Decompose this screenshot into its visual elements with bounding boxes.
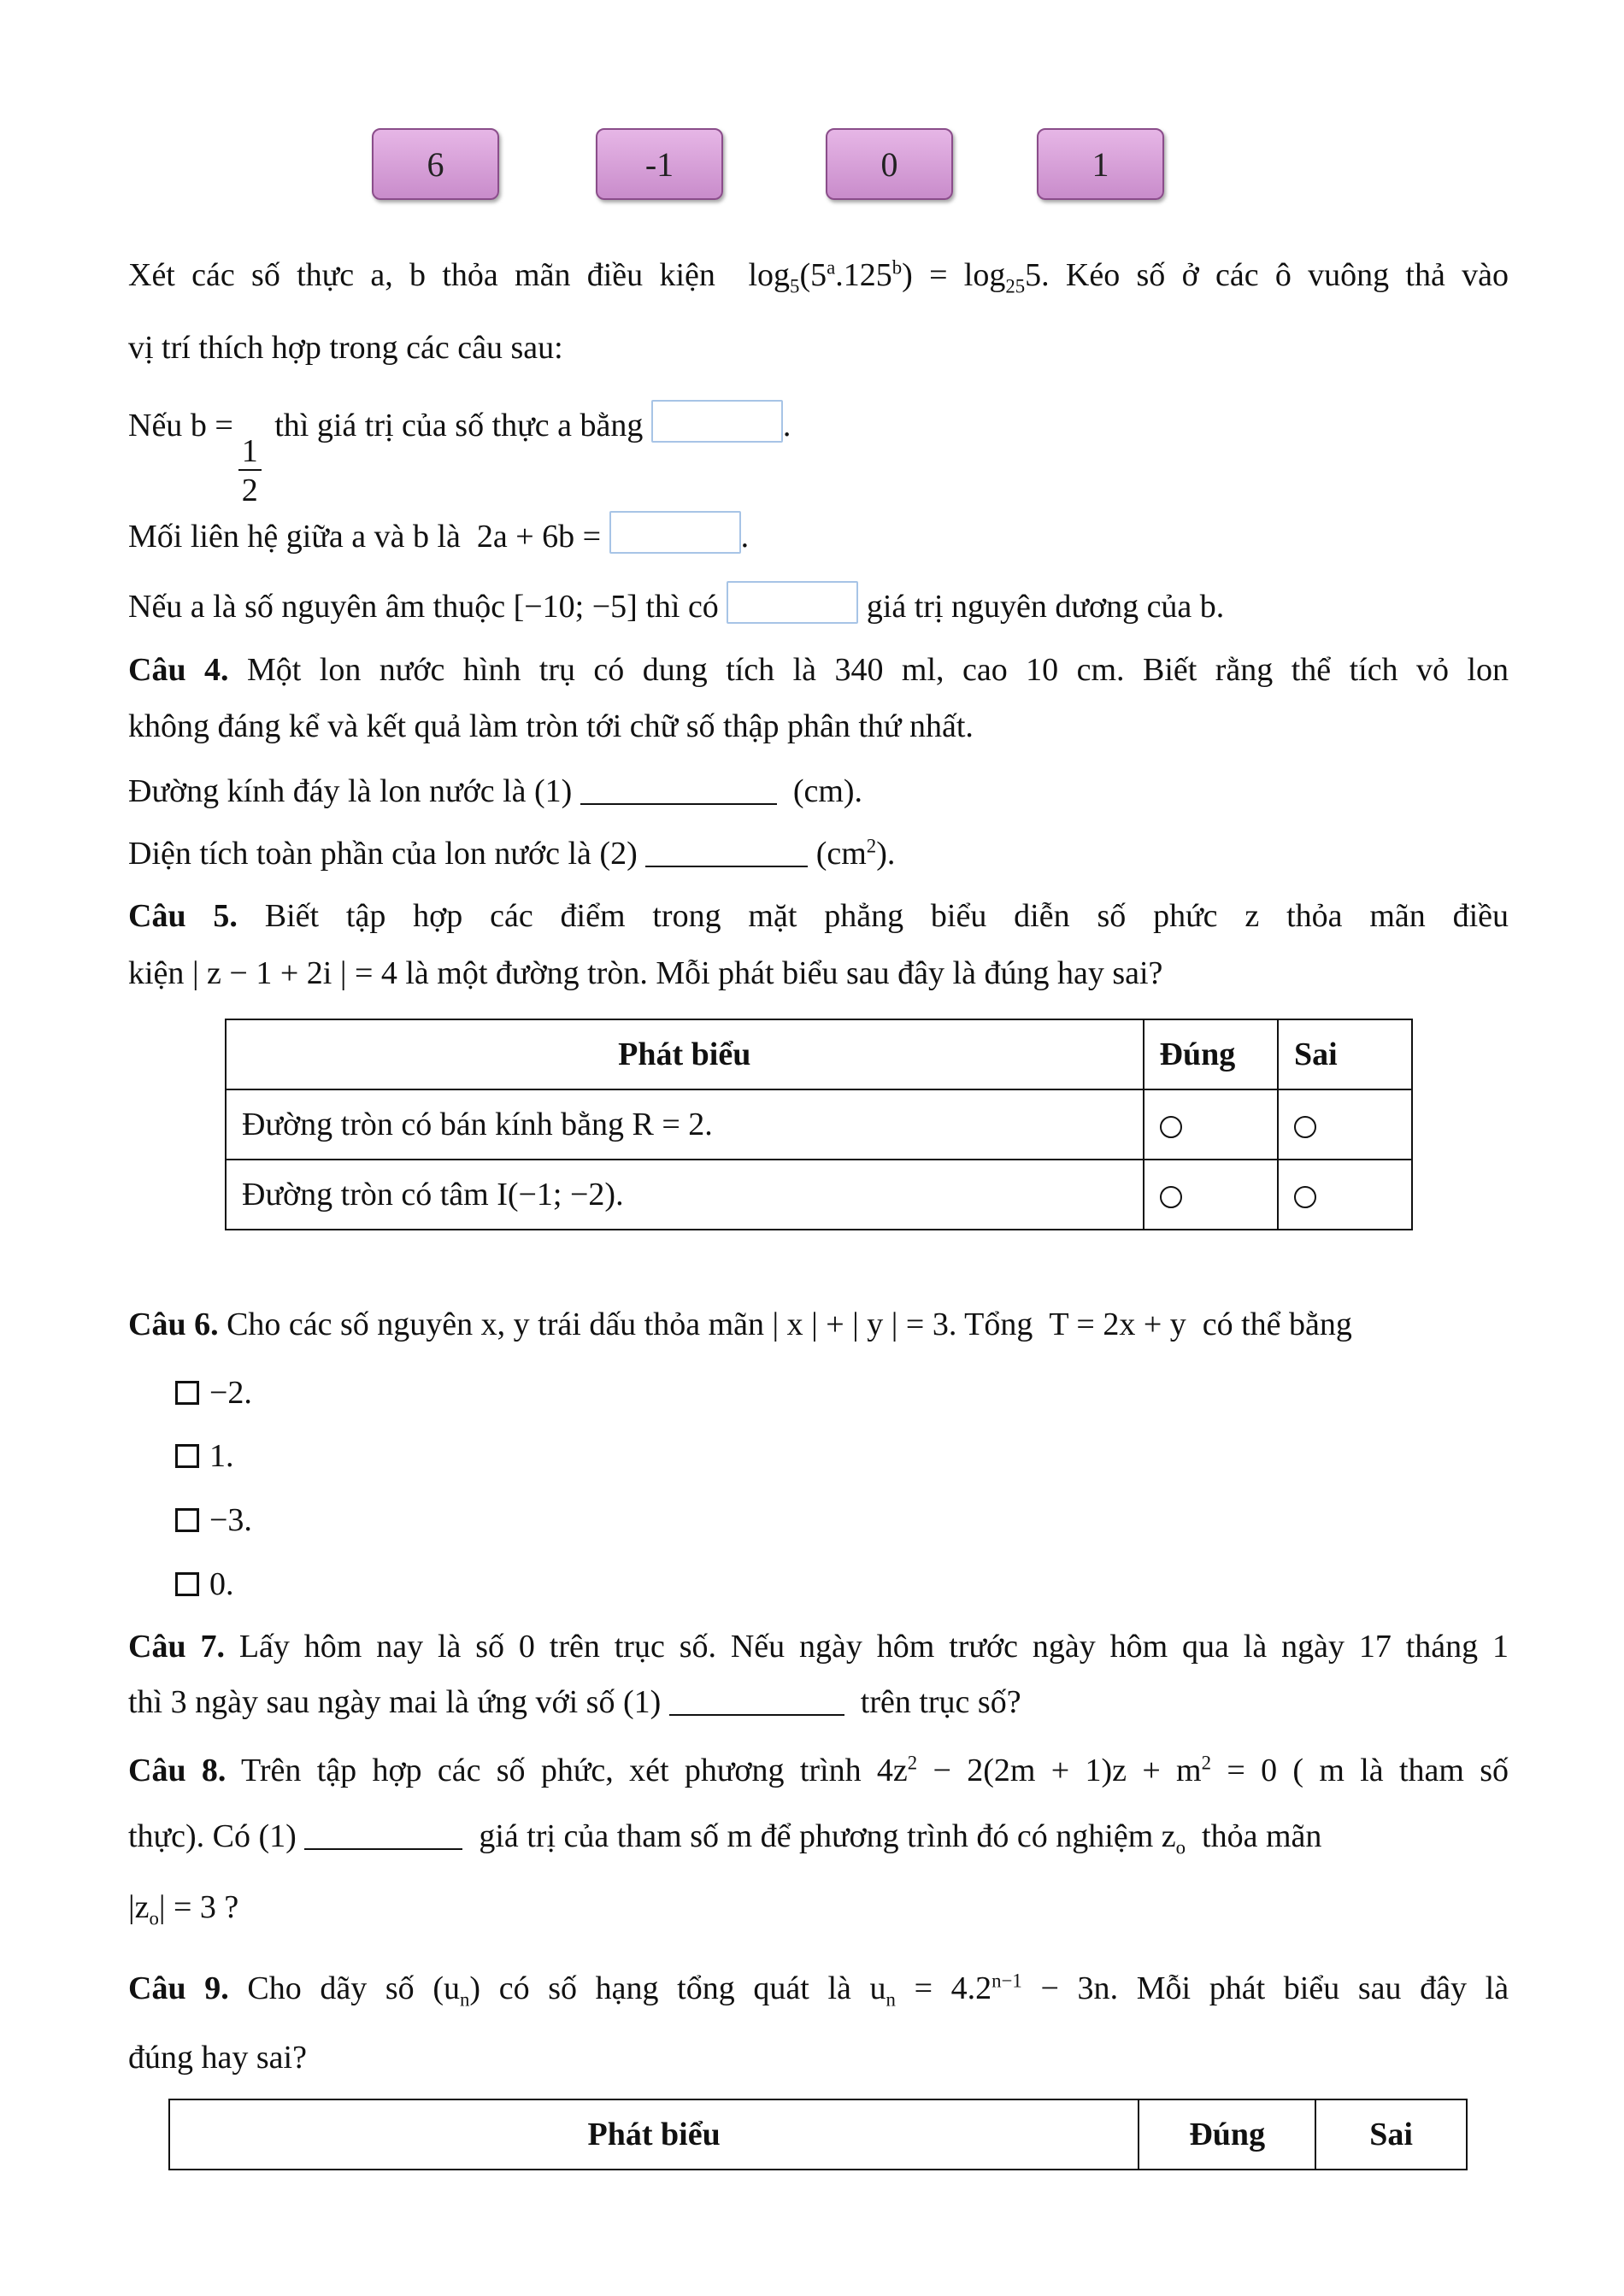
q5-label: Câu 5.	[128, 898, 238, 934]
q7-label: Câu 7.	[128, 1629, 225, 1665]
q5-row1-false-radio[interactable]	[1294, 1116, 1316, 1138]
drag-chip-2[interactable]: -1	[596, 128, 723, 200]
q5-row2-false-radio[interactable]	[1294, 1186, 1316, 1208]
q9-line-2: đúng hay sai?	[128, 2040, 307, 2076]
q4-line-2: không đáng kể và kết quả làm tròn tới chữ số thập phân thứ nhất.	[128, 708, 974, 744]
q9-line-1: Câu 9. Cho dãy số $(u_n)$ có số hạng tổng quát là $u_n = 4.2^{n-1} - 3n$. Mỗi phát biểu sau đây là	[128, 1970, 1509, 2011]
q9-table	[168, 2099, 1468, 2170]
q9-formula: $u_n = 4.2^{n-1} - 3n$	[869, 1970, 1110, 2011]
q4-line-3: Đường kính đáy là lon nước là (1) (cm).	[128, 773, 863, 809]
table-row	[226, 1160, 1412, 1230]
q5-line-2: kiện | z − 1 + 2i | = 4 là một đường tròn. Mỗi phát biểu sau đây là đúng hay sai?	[128, 955, 1163, 991]
q8-label: Câu 8.	[128, 1753, 227, 1788]
q5-row1-true-radio[interactable]	[1160, 1116, 1182, 1138]
drop-zone-1[interactable]	[651, 400, 783, 443]
drag-chip-1[interactable]: 6	[372, 128, 499, 200]
q4-line-1: Câu 4. Một lon nước hình trụ có dung tích là 340 ml, cao 10 cm. Biết rằng thể tích vỏ lon	[128, 652, 1509, 688]
q5-header-statement: Phát biểu	[226, 1019, 1144, 1089]
drag-chip-4[interactable]: 1	[1037, 128, 1164, 200]
q6-option-1: −2.	[175, 1374, 252, 1412]
q6-option-2: 1.	[175, 1437, 234, 1475]
q8-z0: $z_o$	[1161, 1818, 1186, 1859]
q8-line-2: thực). Có (1) giá trị của tham số m để phương trình đó có nghiệm $z_o$ thỏa mãn	[128, 1818, 1322, 1859]
q8-formula: $4z^2 - 2(2m + 1)z + m^2 = 0$	[876, 1752, 1278, 1788]
q9-header-statement: Phát biểu	[169, 2099, 1139, 2170]
q5-header-true: Đúng	[1144, 1019, 1279, 1089]
q4-label: Câu 4.	[128, 652, 229, 688]
q6-line-1: Câu 6. Cho các số nguyên x, y trái dấu thỏa mãn | x | + | y | = 3. Tổng T = 2x + y có thể bằng	[128, 1307, 1352, 1342]
q9-sequence: $(u_n)$	[432, 1970, 481, 2011]
drag-item-2: Mối liên hệ giữa a và b là 2a + 6b = .	[128, 511, 1509, 555]
q5-header-false: Sai	[1278, 1019, 1412, 1089]
q6-option-2-checkbox[interactable]	[175, 1444, 199, 1468]
drag-chip-3[interactable]: 0	[826, 128, 953, 200]
q8-line-1: Câu 8. Trên tập hợp các số phức, xét phương trình $4z^2 - 2(2m + 1)z + m^2 = 0$ ( m là tham số	[128, 1752, 1509, 1788]
q4-line-4: Diện tích toàn phần của lon nước là (2) $(cm^2)$.	[128, 835, 896, 872]
q5-formula: | z − 1 + 2i | = 4	[191, 955, 397, 991]
intro-line-1: Xét các số thực a, b thỏa mãn điều kiện $\log_5(5^a.125^b) = \log_{25}5$. Kéo số ở các ô vuông thả vào	[128, 256, 1509, 297]
intro-line-2: vị trí thích hợp trong các câu sau:	[128, 330, 563, 366]
q4-blank-2[interactable]	[645, 840, 808, 867]
q7-blank-1[interactable]	[669, 1688, 844, 1716]
q9-label: Câu 9.	[128, 1970, 229, 2006]
q5-row2-true-radio[interactable]	[1160, 1186, 1182, 1208]
q8-blank-1[interactable]	[304, 1823, 462, 1850]
q5-statement-2: Đường tròn có tâm I(−1; −2).	[226, 1160, 1144, 1230]
q9-header-false: Sai	[1315, 2099, 1467, 2170]
q6-label: Câu 6.	[128, 1307, 219, 1342]
q4-blank-1[interactable]	[580, 778, 777, 805]
q7-line-2: thì 3 ngày sau ngày mai là ứng với số (1) trên trục số?	[128, 1684, 1021, 1720]
drop-zone-2[interactable]	[609, 511, 741, 554]
q6-option-1-checkbox[interactable]	[175, 1381, 199, 1405]
q6-option-3-checkbox[interactable]	[175, 1508, 199, 1532]
q6-option-4-checkbox[interactable]	[175, 1572, 199, 1596]
q7-line-1: Câu 7. Lấy hôm nay là số 0 trên trục số. Nếu ngày hôm trước ngày hôm qua là ngày 17 tháng 1	[128, 1629, 1509, 1665]
q6-formula-1: | x | + | y | = 3	[772, 1307, 949, 1342]
q5-statement-1: Đường tròn có bán kính bằng R = 2.	[226, 1089, 1144, 1160]
intro-formula: $\log_5(5^a.125^b) = \log_{25}5$	[732, 256, 1042, 297]
q5-table	[225, 1019, 1413, 1230]
q8-line-3: $|z_o| = 3$ ?	[128, 1889, 239, 1929]
fraction-half: $\frac{1}{2}$	[238, 435, 262, 507]
q6-option-4: 0.	[175, 1565, 234, 1603]
drag-item-1: Nếu b = $\frac{1}{2}$ thì giá trị của số thực a bằng .	[128, 400, 1509, 507]
drag-item-3: Nếu a là số nguyên âm thuộc [−10; −5] thì có giá trị nguyên dương của b.	[128, 581, 1509, 625]
q6-option-3: −3.	[175, 1501, 252, 1539]
q9-header-true: Đúng	[1139, 2099, 1315, 2170]
q6-formula-2: T = 2x + y	[1040, 1307, 1195, 1342]
drop-zone-3[interactable]	[727, 581, 858, 624]
table-row	[226, 1089, 1412, 1160]
q5-line-1: Câu 5. Biết tập hợp các điểm trong mặt phẳng biểu diễn số phức z thỏa mãn điều	[128, 898, 1509, 934]
